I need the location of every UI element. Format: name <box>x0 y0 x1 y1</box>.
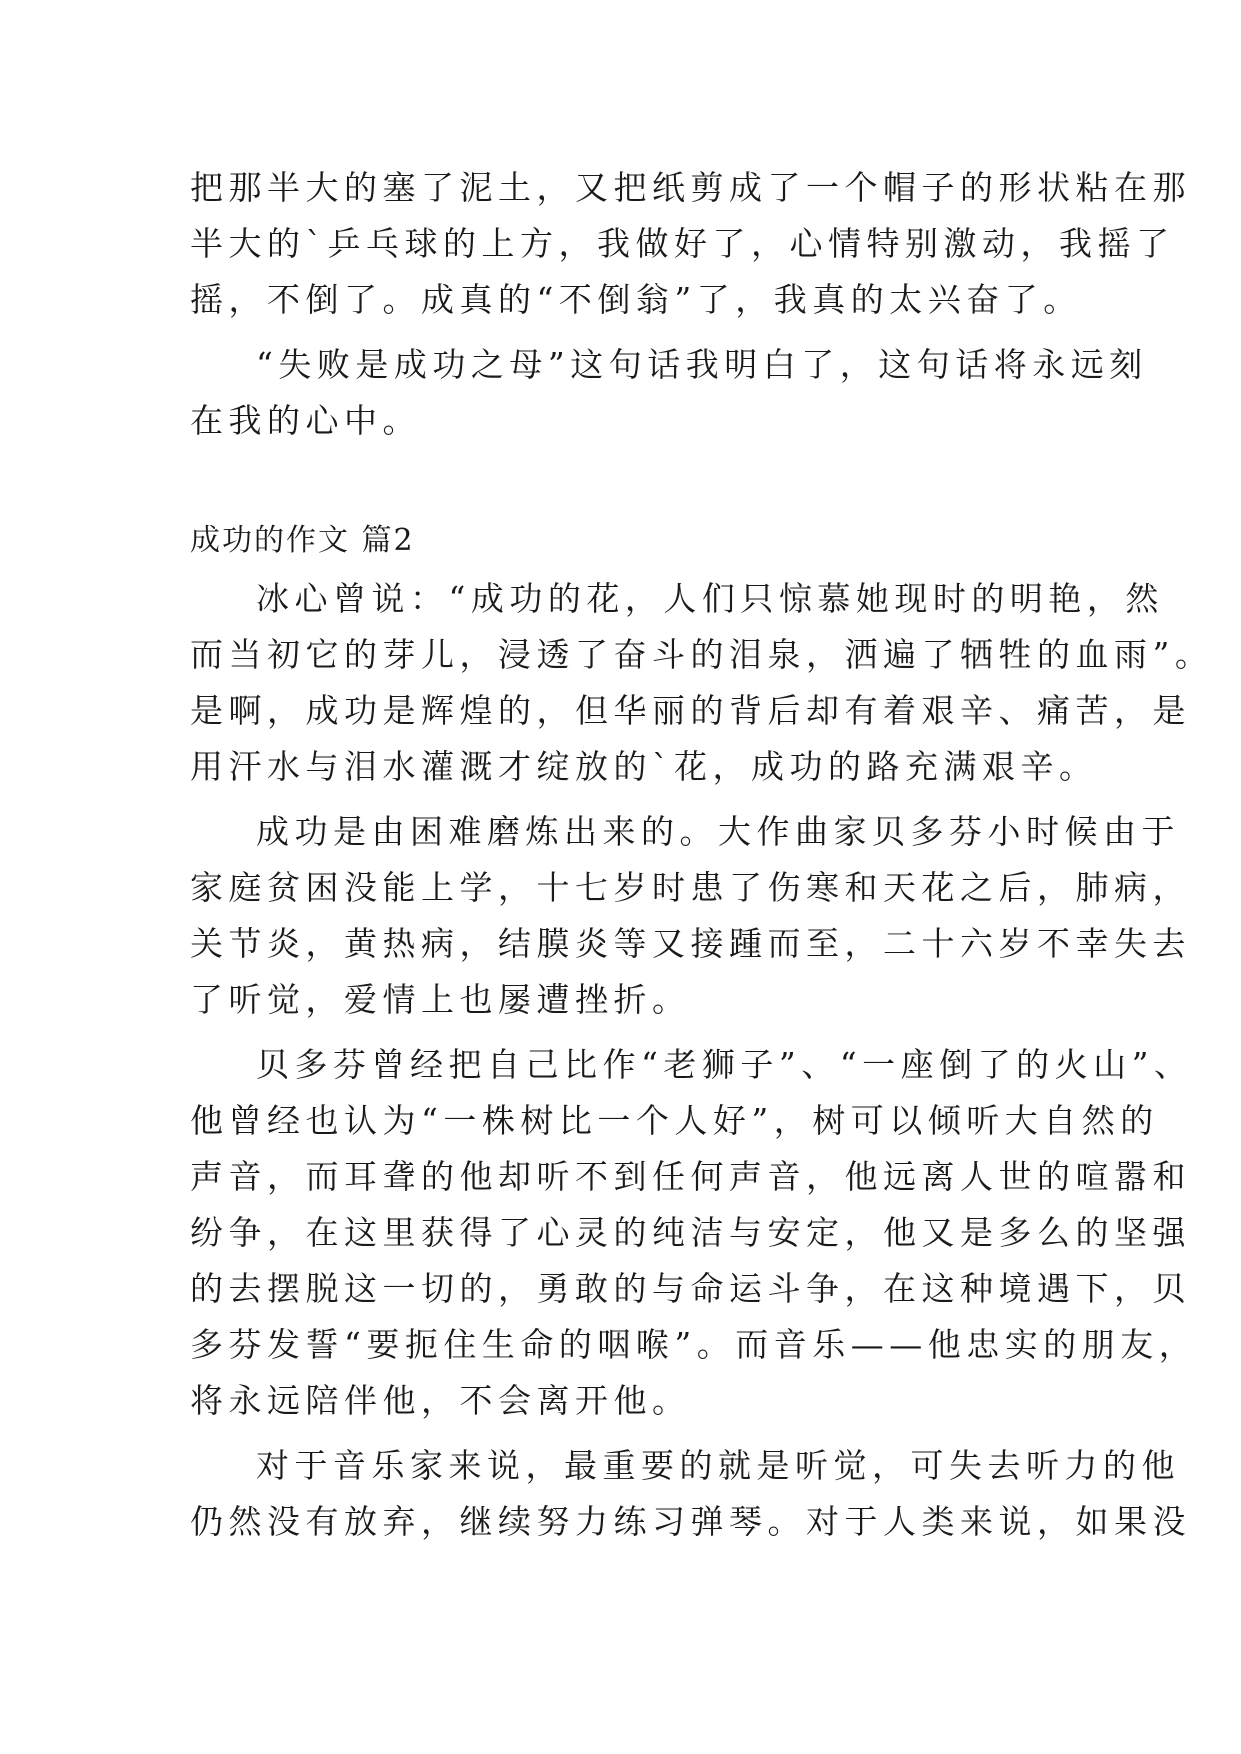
text-line: 贝多芬曾经把自己比作“老狮子”、“一座倒了的火山”、 <box>256 1045 1193 1084</box>
section-heading: 成功的作文 篇2 <box>190 523 415 558</box>
text-line: 了听觉，爱情上也屡遭挫折。 <box>190 980 691 1019</box>
paragraph <box>190 337 1148 449</box>
document-page <box>190 160 1214 1550</box>
text-line: 声音，而耳聋的他却听不到任何声音，他远离人世的喧嚣和 <box>190 1157 1191 1196</box>
text-line: 仍然没有放弃，继续努力练习弹琴。对于人类来说，如果没 <box>190 1502 1191 1541</box>
text-line: 家庭贫困没能上学，十七岁时患了伤寒和天花之后，肺病， <box>190 868 1191 907</box>
text-line: 关节炎，黄热病，结膜炎等又接踵而至，二十六岁不幸失去 <box>190 924 1191 963</box>
paragraph <box>190 571 1214 795</box>
text-line: 摇，不倒了。成真的“不倒翁”了，我真的太兴奋了。 <box>190 280 1082 319</box>
text-line: 他曾经也认为“一株树比一个人好”，树可以倾听大自然的 <box>190 1101 1159 1140</box>
text-line: 半大的`乒乓球的上方，我做好了，心情特别激动，我摇了 <box>190 224 1175 263</box>
text-line: 纷争，在这里获得了心灵的纯洁与安定，他又是多么的坚强 <box>190 1213 1191 1252</box>
text-line: 而当初它的芽儿，浸透了奋斗的泪泉，洒遍了牺牲的血雨”。 <box>190 635 1214 674</box>
text-line: 冰心曾说：“成功的花，人们只惊慕她现时的明艳，然 <box>256 579 1164 618</box>
text-line: 多芬发誓“要扼住生命的咽喉”。而音乐——他忠实的朋友， <box>190 1325 1198 1364</box>
text-line: 在我的心中。 <box>190 401 421 440</box>
paragraph <box>190 1037 1198 1429</box>
paragraph <box>190 1438 1191 1550</box>
text-line: 将永远陪伴他，不会离开他。 <box>190 1381 691 1420</box>
text-line: 成功是由困难磨炼出来的。大作曲家贝多芬小时候由于 <box>256 812 1180 851</box>
text-line: 把那半大的塞了泥土，又把纸剪成了一个帽子的形状粘在那 <box>190 168 1191 207</box>
text-line: 是啊，成功是辉煌的，但华丽的背后却有着艰辛、痛苦，是 <box>190 691 1191 730</box>
text-line: 用汗水与泪水灌溉才绽放的`花，成功的路充满艰辛。 <box>190 747 1098 786</box>
paragraph <box>190 804 1191 1028</box>
text-line: “失败是成功之母”这句话我明白了，这句话将永远刻 <box>256 345 1148 384</box>
text-line: 的去摆脱这一切的，勇敢的与命运斗争，在这种境遇下，贝 <box>190 1269 1191 1308</box>
paragraph <box>190 160 1191 328</box>
text-line: 对于音乐家来说，最重要的就是听觉，可失去听力的他 <box>256 1446 1180 1485</box>
